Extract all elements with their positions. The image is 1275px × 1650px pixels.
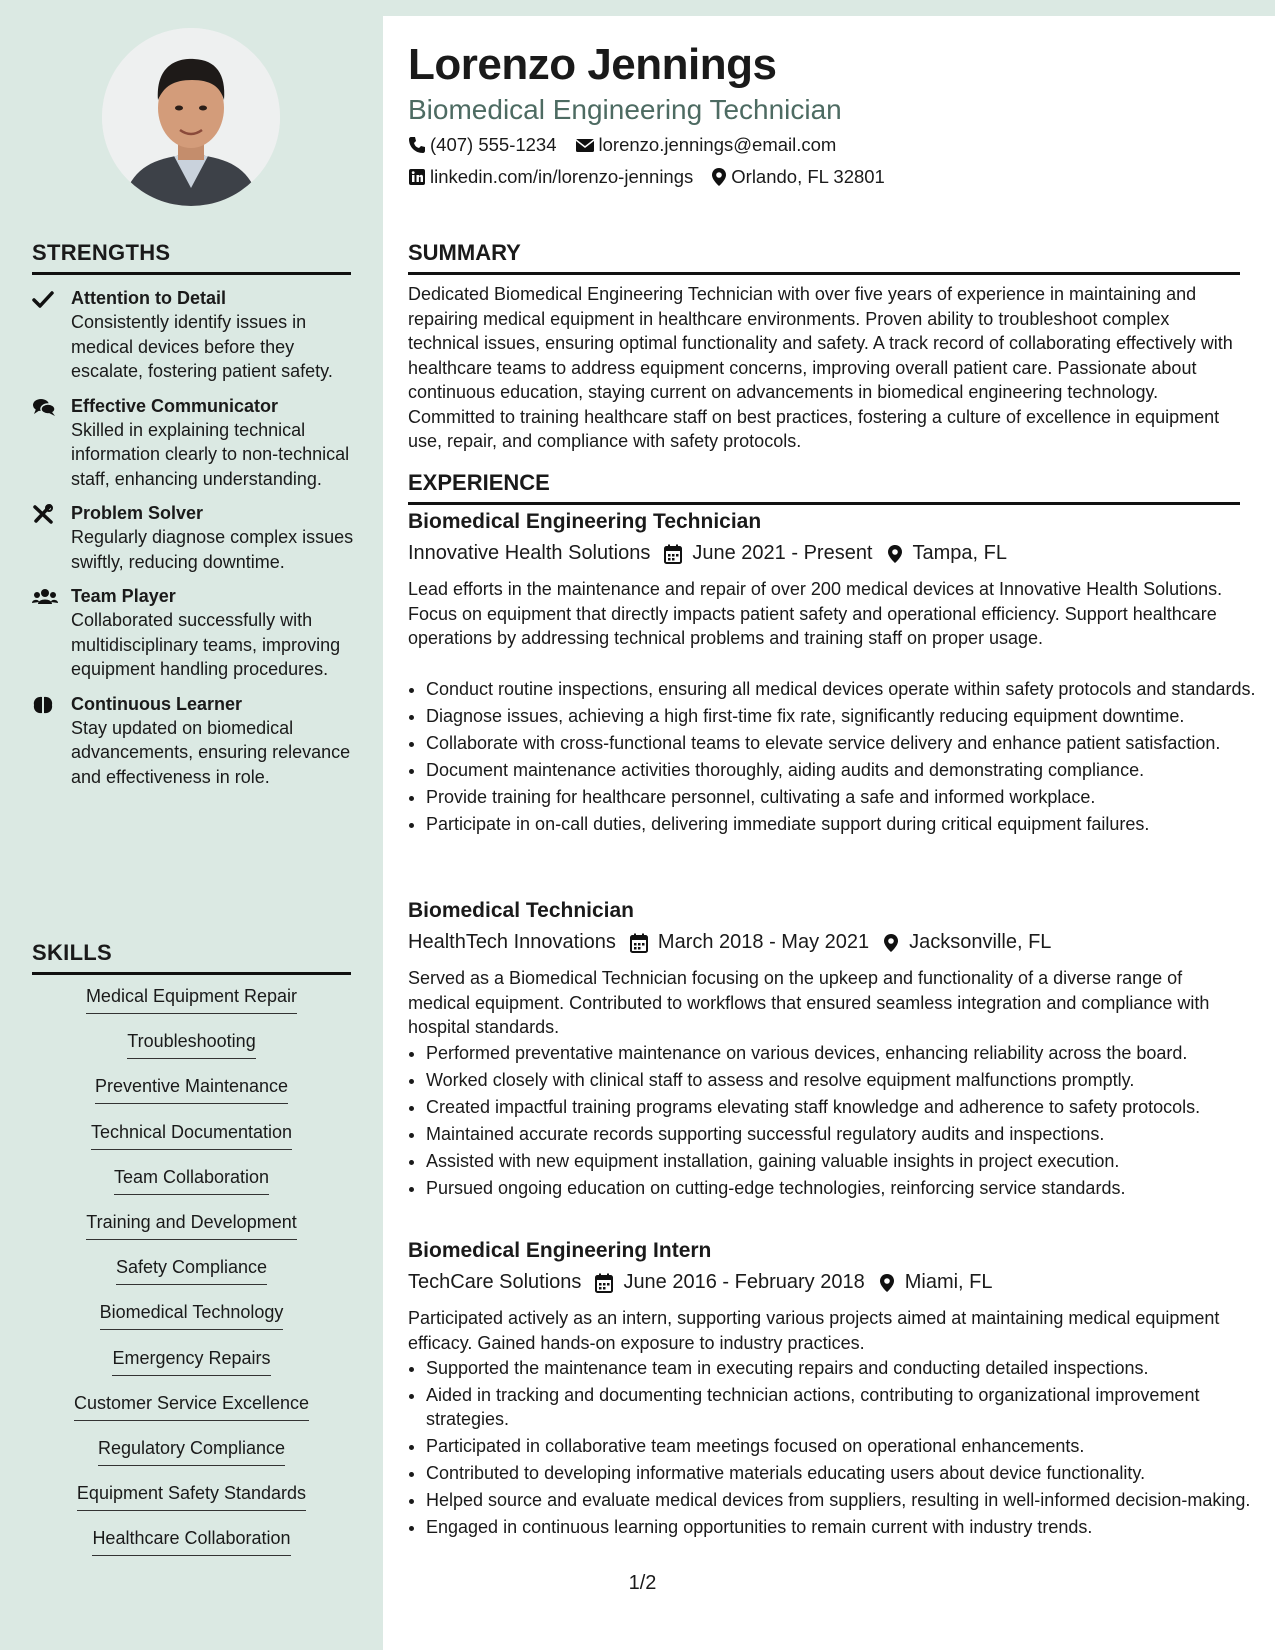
skill-item: Safety Compliance [116, 1255, 267, 1285]
strength-item [32, 394, 357, 492]
contact-row [408, 134, 854, 156]
map-pin-icon [887, 544, 903, 564]
skill-item: Medical Equipment Repair [86, 984, 297, 1014]
phone-icon [408, 136, 426, 154]
list-item: • Aided in tracking and documenting technician actions, contributing to organizational improvement strategies. [426, 1383, 1258, 1431]
list-item: • Pursued ongoing education on cutting-edge technologies, reinforcing service standards. [426, 1176, 1258, 1200]
skill-item: Regulatory Compliance [98, 1436, 285, 1466]
strengths-heading: STRENGTHS [32, 240, 351, 275]
map-pin-icon [711, 167, 727, 187]
strength-desc: Skilled in explaining technical information clearly to non-technical staff, enhancing understanding. [71, 419, 350, 489]
list-item: • Maintained accurate records supporting successful regulatory audits and inspections. [426, 1122, 1258, 1146]
strength-item [32, 286, 357, 384]
check-icon [32, 289, 56, 309]
experience-heading: EXPERIENCE [408, 470, 1240, 505]
job-description: Participated actively as an intern, supporting various projects aimed at maintaining medical equipment efficacy. Gained hands-on exposure to industry practices. [408, 1308, 1220, 1353]
calendar-icon [595, 1273, 613, 1293]
location-text: Orlando, FL 32801 [731, 166, 885, 187]
job-company: TechCare Solutions [408, 1271, 582, 1293]
skills-heading: SKILLS [32, 940, 351, 975]
list-item: • Engaged in continuous learning opportunities to remain current with industry trends. [426, 1515, 1258, 1539]
strength-desc: Collaborated successfully with multidisciplinary teams, improving equipment handling procedures. [71, 610, 341, 679]
email-text[interactable]: lorenzo.jennings@email.com [598, 134, 837, 155]
strength-title: Effective Communicator [71, 395, 279, 416]
linkedin-text[interactable]: linkedin.com/in/lorenzo-jennings [430, 166, 694, 187]
job-meta [408, 1271, 1007, 1294]
job-bullets [408, 1356, 1258, 1542]
job-meta [408, 931, 1065, 954]
summary-heading: SUMMARY [408, 240, 1240, 275]
list-item: • Participate in on-call duties, delivering immediate support during critical equipment failures. [426, 812, 1258, 836]
skill-item: Healthcare Collaboration [92, 1526, 290, 1556]
job-description: Lead efforts in the maintenance and repair of over 200 medical devices at Innovative Health Solutions. Focus on equipment that directly impacts patient safety and operational efficiency. Support healthcare operations by addressing technical problems and training staff on proper usage. [408, 579, 1223, 648]
strengths-list [32, 286, 357, 799]
job-dates: June 2016 - February 2018 [623, 1271, 865, 1293]
team-icon [32, 587, 56, 607]
summary-text: Dedicated Biomedical Engineering Technician with over five years of experience in maintaining and repairing medical equipment in healthcare environments. Proven ability to troubleshoot complex technical issues, ensuring optimal functionality and safety. A track record of collaborating effectively with healthcare teams to address equipment concerns, improving overall patient care. Passionate about continuous education, staying current on advancements in biomedical engineering technology. Committed to training healthcare staff on best practices, fostering a culture of excellence in equipment use, repair, and compliance with safety protocols. [408, 284, 1233, 451]
job-description: Served as a Biomedical Technician focusing on the upkeep and functionality of a diverse range of medical equipment. Contributed to workflows that ensured seamless integration and compliance with hospital standards. [408, 968, 1210, 1037]
job-title: Biomedical Engineering Intern [408, 1239, 712, 1262]
skill-item: Training and Development [86, 1210, 296, 1240]
envelope-icon [575, 137, 595, 153]
strength-item [32, 692, 357, 790]
skills-list [32, 984, 351, 1571]
chat-icon [32, 397, 56, 417]
job-location: Tampa, FL [912, 542, 1007, 564]
list-item: • Conduct routine inspections, ensuring all medical devices operate within safety protocols and standards. [426, 677, 1258, 701]
skill-item: Troubleshooting [127, 1029, 255, 1059]
job-location: Miami, FL [904, 1271, 993, 1293]
skill-item: Team Collaboration [114, 1165, 269, 1195]
list-item: • Provide training for healthcare personnel, cultivating a safe and informed workplace. [426, 785, 1258, 809]
calendar-icon [664, 544, 682, 564]
job-title: Biomedical Engineering Technician [408, 510, 762, 533]
tools-icon [32, 504, 56, 524]
strength-desc: Stay updated on biomedical advancements, ensuring relevance and effectiveness in role. [71, 717, 351, 787]
page-number: 1/2 [628, 1572, 657, 1594]
job-meta [408, 542, 1021, 565]
strength-title: Team Player [71, 586, 176, 606]
skill-item: Emergency Repairs [112, 1346, 270, 1376]
skill-item: Customer Service Excellence [74, 1391, 309, 1421]
brain-icon [32, 695, 56, 715]
job-bullets [408, 677, 1258, 839]
candidate-name: Lorenzo Jennings [408, 40, 777, 89]
list-item: • Created impactful training programs elevating staff knowledge and adherence to safety protocols. [426, 1095, 1258, 1119]
list-item: • Collaborate with cross-functional teams to elevate service delivery and enhance patient satisfaction. [426, 731, 1258, 755]
strength-desc: Consistently identify issues in medical devices before they escalate, fostering patient safety. [71, 312, 333, 381]
list-item: • Assisted with new equipment installation, gaining valuable insights in project execution. [426, 1149, 1258, 1173]
strength-title: Problem Solver [71, 503, 204, 523]
skill-item: Biomedical Technology [100, 1300, 284, 1330]
map-pin-icon [883, 933, 899, 953]
job-location: Jacksonville, FL [909, 931, 1052, 953]
linkedin-icon [408, 168, 426, 186]
list-item: • Supported the maintenance team in executing repairs and conducting detailed inspections. [426, 1356, 1258, 1380]
list-item: • Helped source and evaluate medical devices from suppliers, resulting in well-informed decision-making. [426, 1488, 1258, 1512]
strength-title: Attention to Detail [71, 288, 226, 308]
list-item: • Performed preventative maintenance on various devices, enhancing reliability across the board. [426, 1041, 1258, 1065]
list-item: • Contributed to developing informative materials educating users about device functionality. [426, 1461, 1258, 1485]
strength-item [32, 501, 357, 574]
avatar [102, 28, 280, 206]
list-item: • Diagnose issues, achieving a high first-time fix rate, significantly reducing equipment downtime. [426, 704, 1258, 728]
list-item: • Worked closely with clinical staff to assess and resolve equipment malfunctions promptly. [426, 1068, 1258, 1092]
job-dates: March 2018 - May 2021 [657, 931, 870, 953]
job-dates: June 2021 - Present [692, 542, 873, 564]
skill-item: Equipment Safety Standards [77, 1481, 306, 1511]
job-company: Innovative Health Solutions [408, 542, 651, 564]
strength-desc: Regularly diagnose complex issues swiftly, reducing downtime. [71, 527, 354, 572]
job-company: HealthTech Innovations [408, 931, 616, 953]
strength-title: Continuous Learner [71, 693, 243, 714]
strength-item [32, 584, 357, 682]
map-pin-icon [879, 1273, 895, 1293]
list-item: • Participated in collaborative team meetings focused on operational enhancements. [426, 1434, 1258, 1458]
skill-item: Technical Documentation [91, 1120, 292, 1150]
job-title: Biomedical Technician [408, 899, 635, 922]
list-item: • Document maintenance activities thoroughly, aiding audits and demonstrating compliance. [426, 758, 1258, 782]
candidate-role: Biomedical Engineering Technician [408, 94, 842, 125]
skill-item: Preventive Maintenance [95, 1074, 288, 1104]
contact-row [408, 166, 903, 188]
phone-text[interactable]: (407) 555-1234 [430, 134, 557, 155]
calendar-icon [630, 933, 648, 953]
job-bullets [408, 1041, 1258, 1203]
